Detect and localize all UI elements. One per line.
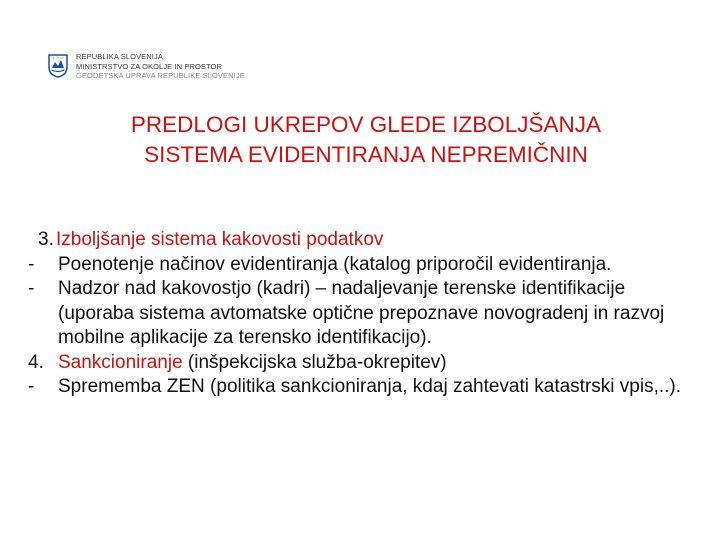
section-3-heading — [28, 228, 698, 253]
section-4-heading-red: Sankcioniranje — [58, 351, 183, 373]
section-4-heading-rest: (inšpekcijska služba-okrepitev) — [182, 351, 447, 373]
bullet-marker: - — [28, 278, 35, 299]
bullet-marker: - — [28, 253, 35, 275]
section-4-heading — [28, 351, 698, 376]
list-item — [28, 277, 698, 351]
list-item-text: Nadzor nad kakovostjo (kadri) – nadaljevanje terenske identifikacije (uporaba sistema avtomatske optične prepoznave novogradenj in razvoj mobilne aplikacije za terensko identifikacijo). — [58, 278, 665, 348]
list-item-text: Sprememba ZEN (politika sankcioniranja, kdaj zahtevati katastrski vpis,..). — [58, 376, 682, 397]
bullet-marker: - — [28, 376, 35, 397]
slide-title — [56, 110, 676, 170]
logo-line-ministry: MINISTRSTVO ZA OKOLJE IN PROSTOR — [76, 61, 222, 71]
section-3-heading-text: Izboljšanje sistema kakovosti podatkov — [56, 229, 384, 250]
slovenia-crest-icon — [48, 54, 68, 78]
logo-line-agency: GEODETSKA UPRAVA REPUBLIKE SLOVENIJE — [76, 71, 245, 80]
slide-body — [28, 228, 698, 400]
slide-title-line-1: PREDLOGI UKREPOV GLEDE IZBOLJŠANJA — [130, 112, 602, 137]
list-item — [28, 375, 698, 400]
ministry-logo — [48, 52, 245, 81]
section-3-number: 3. — [38, 229, 54, 250]
section-4-number: 4. — [28, 351, 44, 373]
list-item — [28, 253, 698, 278]
list-item-text: Poenotenje načinov evidentiranja (katalog priporočil evidentiranja. — [58, 253, 612, 275]
slide-title-line-2: SISTEMA EVIDENTIRANJA NEPREMIČNIN — [144, 142, 588, 167]
logo-line-country: REPUBLIKA SLOVENIJA — [76, 52, 163, 61]
